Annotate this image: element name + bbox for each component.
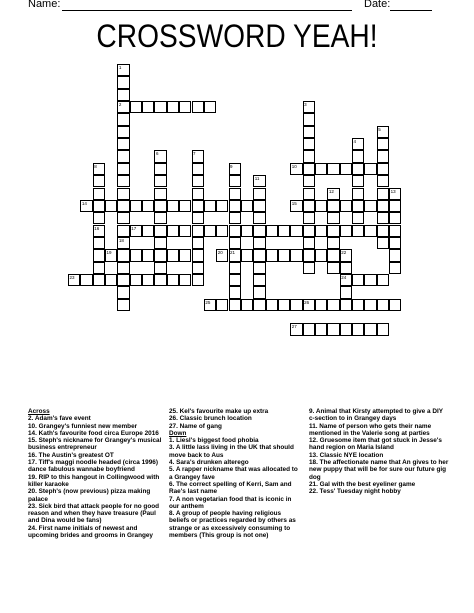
date-label: Date: [364,0,391,10]
grid-cell[interactable] [179,101,191,113]
grid-cell[interactable] [389,225,401,237]
grid-cell[interactable] [216,299,228,311]
clue-number: 24 [341,274,347,280]
grid-cell[interactable] [179,249,191,261]
grid-cell[interactable] [303,113,315,125]
grid-cell[interactable] [229,237,241,249]
clue-number: 10 [291,163,297,169]
grid-cell[interactable] [253,237,265,249]
clue-number: 21 [230,250,236,256]
grid-cell[interactable] [377,200,389,212]
grid-cell[interactable] [377,188,389,200]
grid-cell[interactable] [266,249,278,261]
grid-cell[interactable] [130,249,142,261]
grid-cell[interactable] [117,249,129,261]
grid-cell[interactable] [253,262,265,274]
grid-cell[interactable] [216,200,228,212]
grid-cell[interactable] [303,138,315,150]
grid-cell[interactable] [229,212,241,224]
clue-number: 23 [69,274,75,280]
grid-cell[interactable] [105,200,117,212]
grid-cell[interactable] [352,163,364,175]
clue-item: 6. The correct spelling of Kerri, Sam and Rae's last name [169,480,292,496]
clue-item: 14. Kath's favourite food circa Europe 2016 [28,429,159,437]
grid-cell[interactable] [303,249,315,261]
clue-item: 5. A rapper nickname that was allocated to a Grangey fave [169,466,298,481]
grid-cell[interactable] [93,175,105,187]
clue-item: 9. Animal that Kirsty attempted to give a DIY c-section to in Grangey days [309,408,443,423]
clue-item: 18. The affectionate name that An gives to her new puppy that will be for sure our future gig dog [309,459,449,481]
clue-number: 16 [94,225,100,231]
grid-cell[interactable] [117,188,129,200]
clue-number: 13 [390,188,396,194]
grid-cell[interactable] [327,323,339,335]
grid-cell[interactable] [241,200,253,212]
grid-cell[interactable] [117,76,129,88]
grid-cell[interactable] [130,274,142,286]
grid-cell[interactable] [377,163,389,175]
clue-number: 20 [217,250,223,256]
grid-cell[interactable] [154,274,166,286]
grid-cell[interactable] [327,249,339,261]
grid-cell[interactable] [364,225,376,237]
grid-cell[interactable] [290,225,302,237]
grid-cell[interactable] [253,274,265,286]
grid-cell[interactable] [117,200,129,212]
clue-number: 6 [155,151,159,157]
grid-cell[interactable] [229,262,241,274]
grid-cell[interactable] [253,249,265,261]
clue-number: 12 [328,188,334,194]
grid-cell[interactable] [315,323,327,335]
grid-cell[interactable] [352,150,364,162]
clue-item: 7. A non vegetarian food that is iconic in our anthem [169,495,292,510]
grid-cell[interactable] [154,262,166,274]
grid-cell[interactable] [352,200,364,212]
grid-cell[interactable] [303,212,315,224]
clue-heading: Down [169,429,187,437]
grid-cell[interactable] [117,274,129,286]
grid-cell[interactable] [192,188,204,200]
grid-cell[interactable] [303,126,315,138]
grid-cell[interactable] [204,225,216,237]
grid-cell[interactable] [253,212,265,224]
grid-cell[interactable] [93,212,105,224]
clue-item: 27. Name of gang [169,422,222,430]
grid-cell[interactable] [315,200,327,212]
clue-number: 18 [118,237,124,243]
date-field-line[interactable] [390,10,432,11]
clues-col-3 [309,408,449,496]
grid-cell[interactable] [117,113,129,125]
grid-cell[interactable] [340,286,352,298]
clues-col-2 [169,408,303,539]
grid-cell[interactable] [229,225,241,237]
grid-cell[interactable] [303,225,315,237]
page-title: CROSSWORD YEAH! [96,18,378,54]
grid-cell[interactable] [80,274,92,286]
grid-cell[interactable] [167,274,179,286]
grid-cell[interactable] [327,212,339,224]
grid-cell[interactable] [192,212,204,224]
grid-cell[interactable] [340,200,352,212]
grid-cell[interactable] [142,249,154,261]
grid-cell[interactable] [241,299,253,311]
grid-cell[interactable] [315,249,327,261]
grid-cell[interactable] [266,225,278,237]
clue-item: 11. Name of person who gets their name mentioned in the Valerie song at parties [309,422,432,437]
grid-cell[interactable] [192,274,204,286]
grid-cell[interactable] [278,249,290,261]
grid-cell[interactable] [303,150,315,162]
clue-number: 15 [291,200,297,206]
grid-cell[interactable] [340,262,352,274]
grid-cell[interactable] [352,323,364,335]
grid-cell[interactable] [204,200,216,212]
grid-cell[interactable] [229,175,241,187]
grid-cell[interactable] [340,225,352,237]
grid-cell[interactable] [117,212,129,224]
clue-number: 14 [81,200,87,206]
grid-cell[interactable] [229,188,241,200]
grid-cell[interactable] [192,237,204,249]
grid-cell[interactable] [154,101,166,113]
grid-cell[interactable] [192,249,204,261]
grid-cell[interactable] [93,237,105,249]
grid-cell[interactable] [364,163,376,175]
grid-cell[interactable] [352,212,364,224]
header [0,0,474,14]
grid-cell[interactable] [167,249,179,261]
grid-cell[interactable] [364,274,376,286]
grid-cell[interactable] [290,249,302,261]
grid-cell[interactable] [93,274,105,286]
clue-item: 24. First name initials of newest and upcoming brides and grooms in Grangey [28,524,153,540]
grid-cell[interactable] [253,286,265,298]
grid-cell[interactable] [229,274,241,286]
grid-cell[interactable] [93,200,105,212]
grid-cell[interactable] [93,188,105,200]
clues-col-1 [28,408,164,539]
grid-cell[interactable] [303,163,315,175]
grid-cell[interactable] [352,175,364,187]
grid-cell[interactable] [117,150,129,162]
clue-item: 26. Classic brunch location [169,415,252,423]
grid-cell[interactable] [278,299,290,311]
clue-item: 10. Grangey's funniest new member [28,422,138,430]
grid-cell[interactable] [154,163,166,175]
grid-cell[interactable] [192,101,204,113]
clue-item: 3. A little lass living in the UK that should move back to Aus [169,444,294,459]
grid-cell[interactable] [154,237,166,249]
clue-heading: Across [28,408,50,415]
clue-number: 4 [353,139,357,145]
grid-cell[interactable] [130,200,142,212]
grid-cell[interactable] [389,262,401,274]
grid-cell[interactable] [117,163,129,175]
grid-cell[interactable] [154,212,166,224]
grid-cell[interactable] [266,299,278,311]
grid-cell[interactable] [253,299,265,311]
clue-number: 9 [230,163,233,169]
grid-cell[interactable] [327,237,339,249]
grid-cell[interactable] [364,323,376,335]
grid-cell[interactable] [192,225,204,237]
clue-item: 1. Liesl's biggest food phobia [169,437,259,445]
grid-cell[interactable] [278,225,290,237]
clue-number: 2 [118,102,122,108]
clue-item: 4. Sara's drunken alterego [169,459,249,467]
clue-number: 26 [304,299,310,305]
grid-cell[interactable] [377,237,389,249]
grid-cell[interactable] [327,299,339,311]
grid-cell[interactable] [192,175,204,187]
clue-item: 21. Gal with the best eyeliner game [309,480,416,488]
clue-item: 8. A group of people having religious beliefs or practices regarded by others as strange or as excessively consuming to members (This group is not one) [169,510,296,540]
grid-cell[interactable] [377,138,389,150]
grid-cell[interactable] [117,89,129,101]
grid-cell[interactable] [241,225,253,237]
grid-cell[interactable] [364,200,376,212]
grid-cell[interactable] [154,175,166,187]
grid-cell[interactable] [117,225,129,237]
grid-cell[interactable] [389,249,401,261]
grid-cell[interactable] [377,212,389,224]
grid-cell[interactable] [340,299,352,311]
clue-number: 22 [341,250,347,256]
grid-cell[interactable] [303,200,315,212]
clue-number: 19 [106,250,112,256]
grid-cell[interactable] [340,163,352,175]
grid-cell[interactable] [179,200,191,212]
grid-cell[interactable] [142,101,154,113]
name-field-line[interactable] [62,10,352,11]
grid-cell[interactable] [253,188,265,200]
grid-cell[interactable] [303,262,315,274]
grid-cell[interactable] [154,200,166,212]
clue-item: 22. Tess' Tuesday night hobby [309,488,401,496]
grid-cell[interactable] [377,299,389,311]
clue-item: 23. Sick bird that attack people for no good reason and when they have treasure (Paul and Dina would be fans) [28,502,160,525]
grid-cell[interactable] [352,188,364,200]
clue-number: 7 [193,151,196,157]
grid-cell[interactable] [142,225,154,237]
grid-cell[interactable] [377,274,389,286]
clue-item: 13. Classic NYE location [309,451,384,459]
grid-cell[interactable] [253,225,265,237]
grid-cell[interactable] [229,286,241,298]
grid-cell[interactable] [389,212,401,224]
clue-number: 3 [304,102,307,108]
grid-cell[interactable] [229,299,241,311]
grid-cell[interactable] [290,299,302,311]
grid-cell[interactable] [315,299,327,311]
grid-cell[interactable] [117,262,129,274]
grid-cell[interactable] [327,225,339,237]
grid-cell[interactable] [389,200,401,212]
grid-cell[interactable] [192,163,204,175]
grid-cell[interactable] [315,163,327,175]
grid-cell[interactable] [142,200,154,212]
grid-cell[interactable] [192,200,204,212]
grid-cell[interactable] [377,225,389,237]
grid-cell[interactable] [179,274,191,286]
clue-item: 20. Steph's (now previous) pizza making palace [28,488,151,503]
grid-cell[interactable] [117,126,129,138]
grid-cell[interactable] [93,249,105,261]
grid-cell[interactable] [117,299,129,311]
name-label: Name: [28,0,61,10]
grid-cell[interactable] [377,150,389,162]
grid-cell[interactable] [229,200,241,212]
clue-item: 25. Kel's favourite make up extra [169,408,269,415]
grid-cell[interactable] [315,225,327,237]
clue-item: 2. Adam's fave event [28,415,91,423]
clue-item: 12. Gruesome item that got stuck in Jesse's hand region on Maria Island [309,437,442,452]
grid-cell[interactable] [117,138,129,150]
grid-cell[interactable] [253,200,265,212]
grid-cell[interactable] [377,323,389,335]
grid-cell[interactable] [303,323,315,335]
grid-cell[interactable] [167,200,179,212]
grid-cell[interactable] [389,237,401,249]
clue-number: 27 [291,324,297,330]
grid-cell[interactable] [117,175,129,187]
grid-cell[interactable] [216,225,228,237]
grid-cell[interactable] [352,299,364,311]
grid-cell[interactable] [167,101,179,113]
clue-item: 19. RIP to this hangout in Collingwood with killer karaoke [28,473,160,488]
clue-number: 8 [94,163,97,169]
clue-number: 5 [378,126,381,132]
grid-cell[interactable] [167,225,179,237]
grid-cell[interactable] [352,274,364,286]
grid-cell[interactable] [154,249,166,261]
clue-number: 11 [254,176,260,182]
grid-cell[interactable] [241,249,253,261]
grid-cell[interactable] [340,323,352,335]
clue-number: 25 [205,299,211,305]
grid-cell[interactable] [154,188,166,200]
grid-cell[interactable] [327,200,339,212]
grid-cell[interactable] [327,262,339,274]
grid-cell[interactable] [179,225,191,237]
clue-item: 16. The Austin's greatest OT [28,451,114,459]
grid-cell[interactable] [377,175,389,187]
grid-cell[interactable] [117,286,129,298]
grid-cell[interactable] [389,299,401,311]
grid-cell[interactable] [204,101,216,113]
grid-cell[interactable] [327,163,339,175]
grid-cell[interactable] [303,188,315,200]
grid-cell[interactable] [352,225,364,237]
grid-cell[interactable] [303,175,315,187]
clue-item: 15. Steph's nickname for Grangey's musical business entrepreneur [28,437,162,452]
grid-cell[interactable] [93,262,105,274]
grid-cell[interactable] [142,274,154,286]
clue-number: 1 [118,65,122,70]
clue-item: 17. Tiff's maggi noodle headed (circa 1996) dance fabulous wannabe boyfriend [28,459,158,474]
grid-cell[interactable] [364,299,376,311]
clue-number: 17 [131,225,137,231]
grid-cell[interactable] [105,274,117,286]
grid-cell[interactable] [303,237,315,249]
grid-cell[interactable] [130,101,142,113]
grid-cell[interactable] [154,225,166,237]
grid-cell[interactable] [192,262,204,274]
